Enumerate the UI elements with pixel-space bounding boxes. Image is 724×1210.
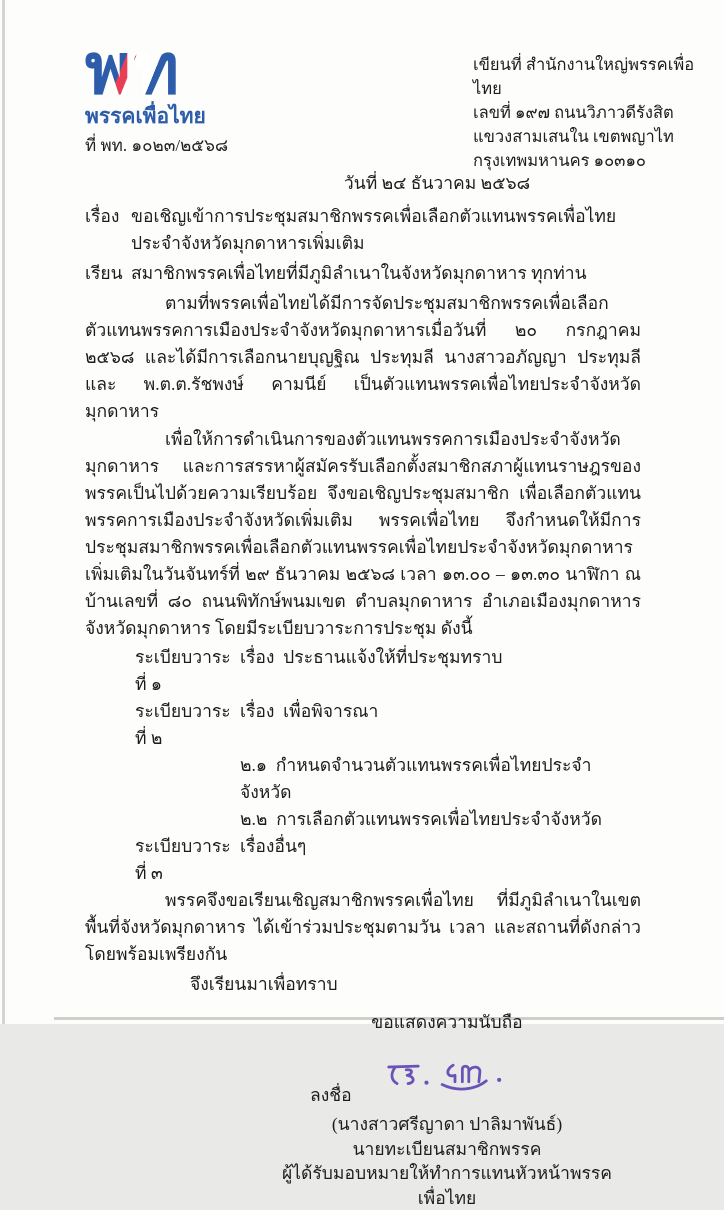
- addressee-label: เรียน: [85, 263, 123, 283]
- signatory-name: (นางสาวศรีญาดา ปาลิมาพันธ์): [331, 1114, 563, 1134]
- agenda-item-label: ระเบียบวาระที่ ๑: [135, 647, 231, 694]
- subject-text: ขอเชิญเข้าการประชุมสมาชิกพรรคเพื่อเลือกตัวแทนพรรคเพื่อไทยประจำจังหวัดมุกดาหารเพิ่มเติม: [131, 206, 617, 253]
- party-logo-wordmark: พรรคเพื่อไทย: [85, 104, 206, 128]
- body-paragraph-1: ตามที่พรรคเพื่อไทยได้มีการจัดประชุมสมาชิกพรรคเพื่อเลือกตัวแทนพรรคการเมืองประจำจังหวัดมุกดาหารเมื่อวันที่ ๒๐ กรกฎาคม ๒๕๖๘ และได้มีการเลือกนายบุญฐิณ ประทุมลี นางสาวอภัญญา ประทุมลี และ พ.ต.ต.รัชพงษ์ คามนีย์ เป็นตัวแทนพรรคเพื่อไทยประจำจังหวัดมุกดาหาร: [85, 293, 641, 421]
- agenda-item-1: [135, 644, 641, 698]
- written-at-address: [473, 53, 703, 173]
- letter-date: วันที่ ๒๔ ธันวาคม ๒๕๖๘: [343, 173, 531, 193]
- address-line: กรุงเทพมหานคร ๑๐๓๑๐: [473, 151, 646, 170]
- agenda-subitem-2-1: [135, 752, 641, 806]
- agenda-item-text: เรื่อง เพื่อพิจารณา: [240, 701, 379, 721]
- subject-row: [85, 203, 641, 257]
- closing-paragraph: พรรคจึงขอเรียนเชิญสมาชิกพรรคเพื่อไทย ที่มีภูมิลำเนาในเขตพื้นที่จังหวัดมุกดาหาร ได้เข้าร่วมประชุมตามวัน เวลา และสถานที่ดังกล่าว โดยพร้อมเพรียงกัน: [85, 890, 641, 964]
- signatory-block: [277, 1112, 617, 1210]
- agenda-item-text: เรื่องอื่นๆ: [240, 836, 307, 856]
- signature-label: ลงชื่อ: [310, 1085, 352, 1105]
- address-line: แขวงสามเสนใน เขตพญาไท: [473, 127, 674, 146]
- salutation: ขอแสดงความนับถือ: [371, 1012, 523, 1032]
- agenda-item-label: ระเบียบวาระที่ ๓: [135, 836, 231, 883]
- agenda-item-text: เรื่อง ประธานแจ้งให้ที่ประชุมทราบ: [240, 647, 503, 667]
- signatory-title-1: นายทะเบียนสมาชิกพรรค: [352, 1138, 542, 1159]
- agenda-list: [135, 644, 641, 887]
- address-line: เลขที่ ๑๙๗ ถนนวิภาวดีรังสิต: [473, 103, 674, 122]
- handwritten-signature: [380, 1056, 530, 1102]
- signature-row: [310, 1056, 641, 1106]
- address-line: เขียนที่ สำนักงานใหญ่พรรคเพื่อไทย: [473, 55, 695, 98]
- agenda-subitem-text: ๒.๒ การเลือกตัวแทนพรรคเพื่อไทยประจำจังหวัด: [240, 809, 602, 829]
- agenda-item-2: [135, 698, 641, 752]
- party-logo: [85, 28, 305, 156]
- agenda-item-label: ระเบียบวาระที่ ๒: [135, 701, 231, 748]
- addressee-text: สมาชิกพรรคเพื่อไทยที่มีภูมิลำเนาในจังหวัดมุกดาหาร ทุกท่าน: [131, 263, 587, 283]
- letter-body: [85, 290, 641, 1210]
- letter-ref-number: ที่ พท. ๑๐๒๓/๒๕๖๘: [85, 136, 229, 155]
- agenda-subitem-2-2: [135, 806, 641, 833]
- scan-edge-left: [2, 0, 5, 1024]
- closing-line: จึงเรียนมาเพื่อทราบ: [190, 974, 338, 994]
- addressee-row: [85, 260, 641, 287]
- party-logo-monogram: พท: [85, 36, 305, 102]
- agenda-subitem-text: ๒.๑ กำหนดจำนวนตัวแทนพรรคเพื่อไทยประจำจังหวัด: [240, 755, 592, 802]
- body-paragraph-2: เพื่อให้การดำเนินการของตัวแทนพรรคการเมืองประจำจังหวัดมุกดาหาร และการสรรหาผู้สมัครรับเลือกตั้งสมาชิกสภาผู้แทนราษฎรของพรรคเป็นไปด้วยความเรียบร้อย จึงขอเชิญประชุมสมาชิก เพื่อเลือกตัวแทนพรรคการเมืองประจำจังหวัดเพิ่มเติม พรรคเพื่อไทย จึงกำหนดให้มีการประชุมสมาชิกพรรคเพื่อเลือกตัวแทนพรรคเพื่อไทยประจำจังหวัดมุกดาหารเพิ่มเติมในวันจันทร์ที่ ๒๙ ธันวาคม ๒๕๖๘ เวลา ๑๓.๐๐ – ๑๓.๓๐ นาฬิกา ณ บ้านเลขที่ ๘๐ ถนนพิทักษ์พนมเขต ตำบลมุกดาหาร อำเภอเมืองมุกดาหาร จังหวัดมุกดาหาร โดยมีระเบียบวาระการประชุม ดังนี้: [85, 429, 641, 638]
- agenda-item-3: [135, 833, 641, 887]
- signatory-title-2: ผู้ได้รับมอบหมายให้ทำการแทนหัวหน้าพรรคเพื่อไทย: [281, 1163, 612, 1208]
- subject-label: เรื่อง: [85, 206, 120, 226]
- signature-zone: [85, 1009, 641, 1210]
